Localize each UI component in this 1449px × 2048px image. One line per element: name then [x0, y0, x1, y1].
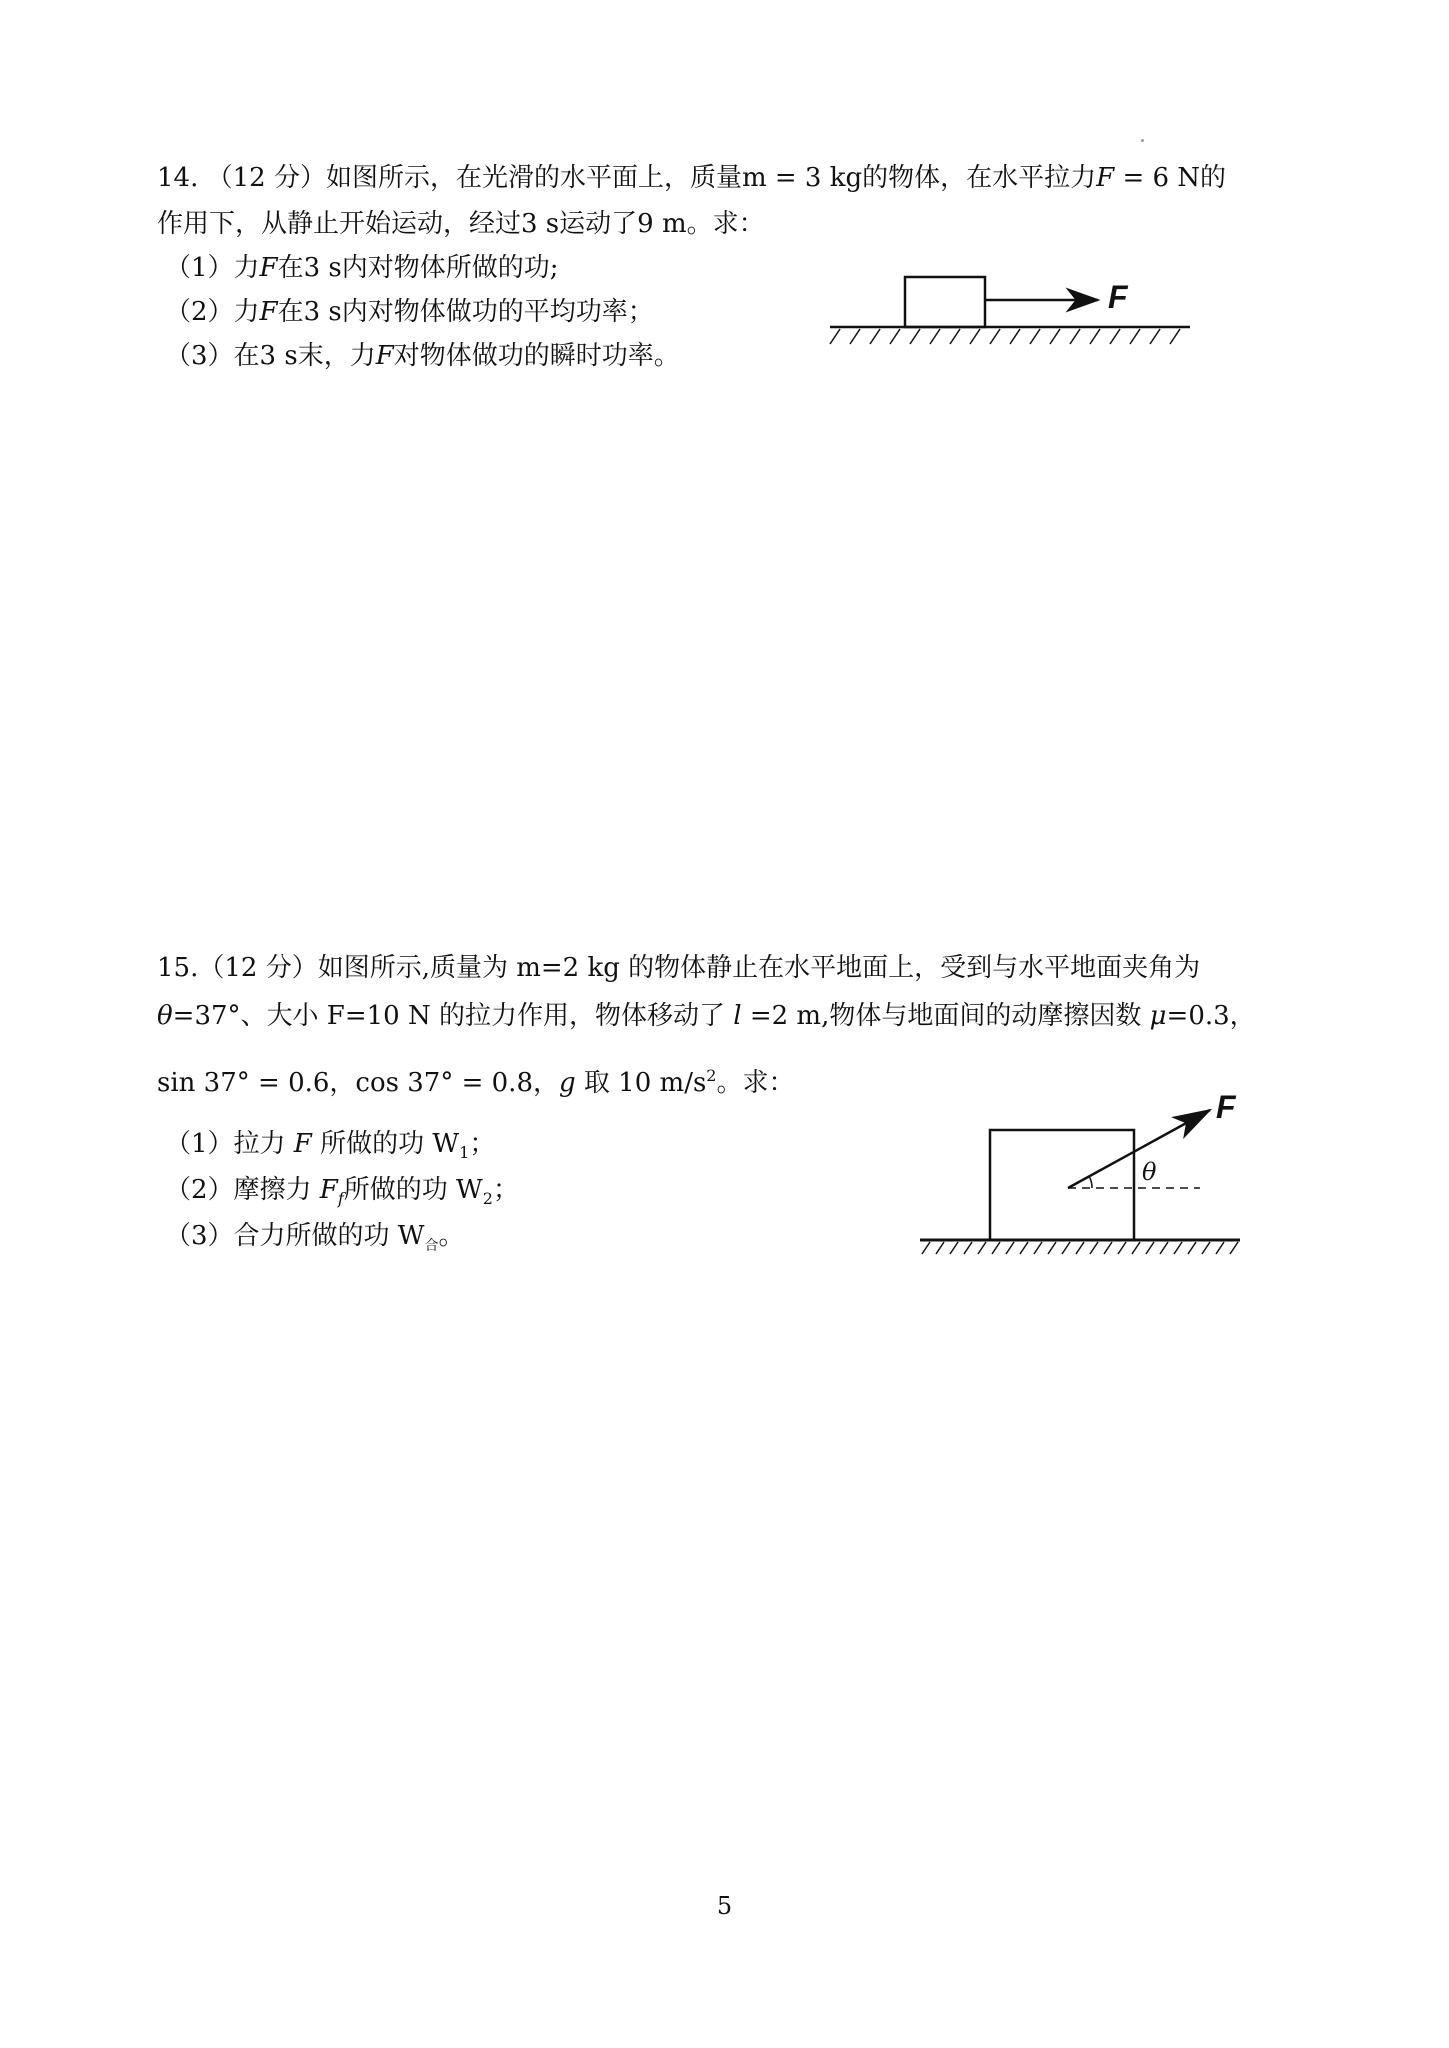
- q15-figure: [910, 1090, 1250, 1260]
- scan-speck: [1141, 139, 1144, 142]
- q15-subquestion-3: （3）合力所做的功 $W_合$。: [165, 1221, 465, 1254]
- q14-stem-line-2: 作用下，从静止开始运动，经过3 s运动了9 m。求：: [157, 209, 765, 239]
- q15-force-label: F: [1216, 1090, 1236, 1125]
- q15-stem-line-1: 15.（12 分）如图所示,质量为 m=2 kg 的物体静止在水平地面上，受到与水平地面夹角为: [157, 953, 1201, 983]
- q15-stem-line-2: θ=37°、大小 F=10 N 的拉力作用，物体移动了 l =2 m,物体与地面间的动摩擦因数 μ=0.3，: [157, 1001, 1256, 1031]
- q14-block: [905, 277, 985, 327]
- q14-subquestion-3: （3）在3 s末，力F对物体做功的瞬时功率。: [165, 341, 680, 371]
- page-number: 5: [716, 1892, 733, 1920]
- q15-subquestion-1: （1）拉力 F 所做的功 $W_1$；: [165, 1129, 496, 1162]
- q15-block: [990, 1130, 1134, 1240]
- q15-angle-arc: [1089, 1176, 1092, 1188]
- q15-ground-hatch: [922, 1242, 1238, 1254]
- q14-force-label: F: [1108, 279, 1128, 315]
- q14-subquestion-2: （2）力F在3 s内对物体做功的平均功率；: [165, 297, 654, 327]
- q15-angle-label: θ: [1142, 1158, 1157, 1186]
- q14-stem-line-1: 14. （12 分）如图所示，在光滑的水平面上，质量m = 3 kg的物体，在水平拉力F = 6 N的: [157, 163, 1227, 193]
- q14-subquestion-1: （1）力F在3 s内对物体所做的功;: [165, 253, 559, 283]
- q15-stem-line-3: sin 37° = 0.6，cos 37° = 0.8，g 取 10 $m/s^2$。求：: [157, 1066, 795, 1098]
- q14-ground-hatch: [830, 329, 1180, 344]
- q14-figure: [820, 262, 1200, 354]
- q15-subquestion-2: （2）摩擦力 $F_f$所做的功 $W_2$；: [165, 1175, 519, 1208]
